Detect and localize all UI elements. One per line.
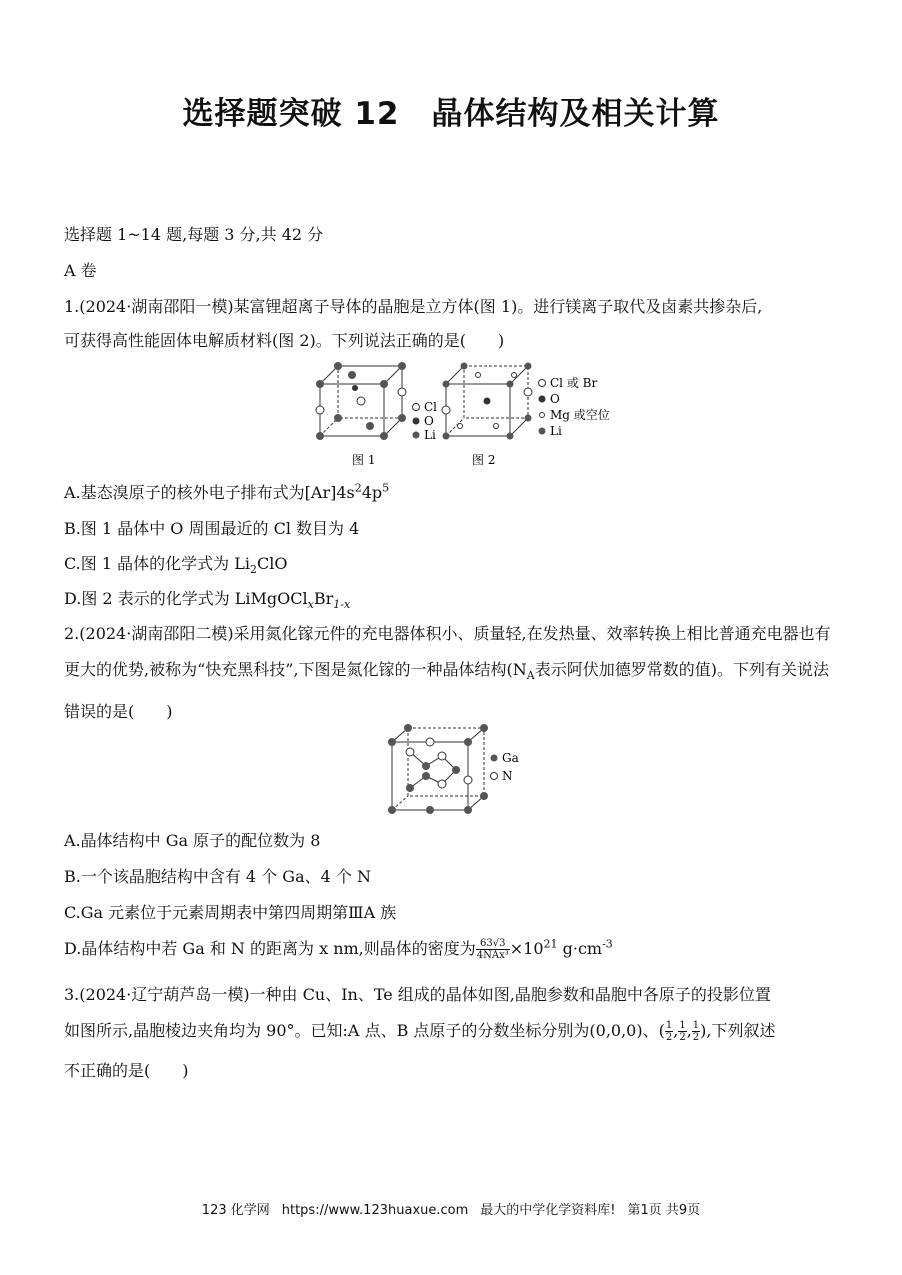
fig2-legend-cl-br: Cl 或 Br [550,376,598,390]
fig1-legend-li: Li [424,428,436,442]
q2-figure [384,722,524,816]
footer-url[interactable]: https://www.123huaxue.com [281,1203,469,1218]
q2-legend-ga: Ga [502,751,519,765]
q2-option-b: B.一个该晶胞结构中含有 4 个 Ga、4 个 N [64,867,371,886]
figure-1-legend [413,400,438,442]
page-footer [0,1199,902,1218]
intro-text: 选择题 1~14 题,每题 3 分,共 42 分 [64,225,324,244]
fig2-legend-mg: Mg 或空位 [550,408,610,422]
q1-option-d: D.图 2 表示的化学式为 $LiMgOCl_xBr_{1-x}$ [64,589,351,612]
q3-stem-line2: 如图所示,晶胞棱边夹角均为 90°。已知:A 点、B 点原子的分数坐标分别为(0,0,0)、( $\frac{1}{2}$ , $\frac{1}{2}$ , $\frac{1}{2}$ ),下列叙述 [64,1020,776,1043]
q1-stem-line2: 可获得高性能固体电解质材料(图 2)。下列说法正确的是( ) [64,331,505,350]
fig1-caption: 图 1 [352,453,376,467]
q3-stem-line1: 3.(2024·辽宁葫芦岛一模)一种由 Cu、In、Te 组成的晶体如图,晶胞参数和晶胞中各原子的投影位置 [64,985,771,1004]
q3-stem-line3: 不正确的是( ) [64,1061,189,1080]
q1-option-c: C.图 1 晶体的化学式为 $Li_2ClO$ [64,554,288,577]
footer-slogan: 最大的中学化学资料库! [480,1203,616,1218]
fig1-legend-cl: Cl [424,400,438,414]
q2-stem: 2.(2024·湖南邵阳二模)采用氮化镓元件的充电器体积小、质量轻,在发热量、效率转换上相比普通充电器也有更大的优势,被称为“快充黑科技”,下图是氮化镓的一种晶体结构($N_A$表示阿伏加德罗常数的值)。下列有关说法错误的是( ) [64,624,831,722]
footer-site: 123 化学网 [201,1203,270,1218]
fig2-caption: 图 2 [472,453,496,467]
q1-figures [310,358,630,470]
figure-1-atoms [316,362,406,440]
page-title: 选择题突破 12 晶体结构及相关计算 [182,96,720,132]
q1-stem-line1: 1.(2024·湖南邵阳一模)某富锂超离子导体的晶胞是立方体(图 1)。进行镁离子取代及卤素共掺杂后, [64,297,763,316]
fig2-legend-li: Li [550,424,562,438]
q2-option-d: D.晶体结构中若 Ga 和 N 的距离为 x nm,则晶体的密度为 $\frac{63√3}{\text{4NAx³}}$ $\times 10^{21}$ $g\cdot cm^{-3}$ [64,937,613,961]
figure-2-legend [539,376,610,438]
fig1-legend-o: O [424,414,434,428]
footer-page-number: 第1页 共9页 [627,1203,701,1218]
q2-option-c: C.Ga 元素位于元素周期表中第四周期第ⅢA 族 [64,903,397,922]
section-label: A 卷 [64,261,97,280]
q1-option-a: A.基态溴原子的核外电子排布式为$[Ar]4s^24p^5$ [64,481,390,502]
q2-option-a: A.晶体结构中 Ga 原子的配位数为 8 [64,831,321,850]
fig2-legend-o: O [550,392,560,406]
q1-option-b: B.图 1 晶体中 O 周围最近的 Cl 数目为 4 [64,519,360,538]
q2-legend-n: N [502,769,513,783]
